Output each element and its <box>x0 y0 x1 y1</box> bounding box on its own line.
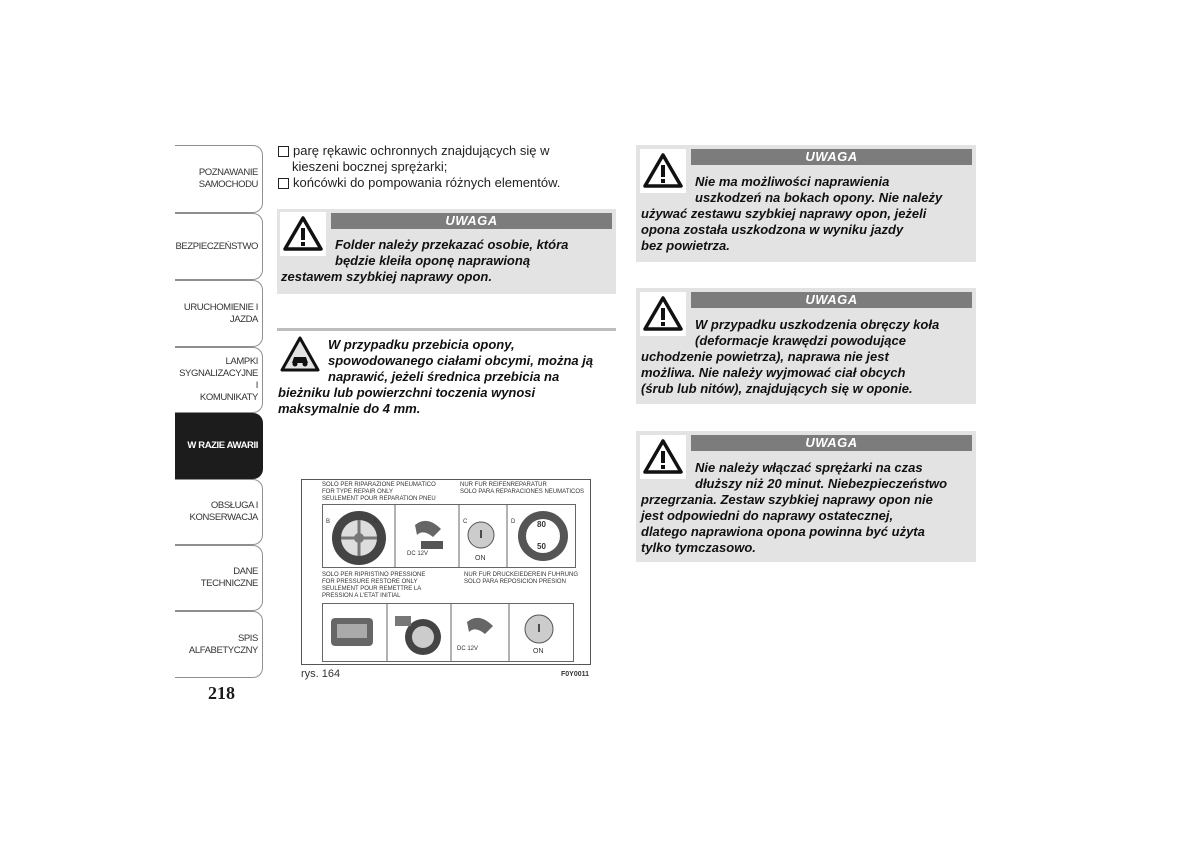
figure-on-label: ON <box>475 555 486 562</box>
figure-panel-top <box>322 504 576 568</box>
tab-label: POZNAWANIE SAMOCHODU <box>198 167 258 190</box>
warning-title: UWAGA <box>331 213 612 229</box>
warning-title: UWAGA <box>691 292 972 308</box>
tab-spis-alfabetyczny[interactable] <box>175 611 263 678</box>
figure-label: NUR FUR REIFENREPARATUR <box>460 482 547 488</box>
figure-label: SEULEMENT POUR REMETTRE LA <box>322 586 422 592</box>
figure-letter-c: C <box>463 519 468 525</box>
warning-box <box>636 288 976 404</box>
list-item-text: końcówki do pompowania różnych elementów. <box>293 175 561 190</box>
warning-box <box>636 145 976 262</box>
tab-label: BEZPIECZEŃSTWO <box>175 240 258 252</box>
tab-bezpieczenstwo[interactable] <box>175 213 263 280</box>
tab-w-razie-awarii[interactable] <box>175 413 263 479</box>
list-item-text: parę rękawic ochronnych znajdujących się w <box>293 143 550 158</box>
tab-uruchomienie-i-jazda[interactable] <box>175 280 263 347</box>
tab-poznawanie-samochodu[interactable] <box>175 145 263 213</box>
figure-caption: rys. 164 <box>301 668 341 680</box>
warning-text: Nie ma możliwości naprawienia uszkodzeń na bokach opony. Nie należy używać zestawu szybkiej naprawy opon, jeżeli opona została uszkodzona w wyniku jazdy bez powietrza. <box>641 174 943 253</box>
page-number: 218 <box>208 683 235 703</box>
checkbox-bullet-icon <box>278 146 289 157</box>
tab-lampki-sygnalizacyjne[interactable] <box>175 347 263 413</box>
figure-label: SOLO PARA REPARACIONES NEUMATICOS <box>460 489 585 495</box>
figure-label: SOLO PARA REPOSICION PRESION <box>464 579 566 585</box>
figure-on-label: ON <box>533 648 544 655</box>
warning-text: Folder należy przekazać osobie, która będzie kleiła oponę naprawioną zestawem szybkiej naprawy opon. <box>281 237 569 284</box>
warning-text: Nie należy włączać sprężarki na czas dłuższy niż 20 minut. Niebezpieczeństwo przegrzania. Zestaw szybkiej naprawy opon nie jest odpowiedni do naprawy ostatecznej, dlatego naprawiona opona powinna być użyta tylko tymczasowo. <box>641 460 948 555</box>
checkbox-bullet-icon <box>278 178 289 189</box>
figure-label: SEULEMENT POUR REPARATION PNEU <box>322 496 436 502</box>
tab-label: OBSŁUGA I KONSERWACJA <box>189 500 258 523</box>
warning-text: W przypadku uszkodzenia obręczy koła (deformacje krawędzi powodujące uchodzenie powietrza), naprawa nie jest możliwa. Nie należy wyjmować ciał obcych (śrub lub nitów), znajdujących się w oponie. <box>641 317 940 396</box>
figure-letter-b: B <box>326 519 331 525</box>
list-item-continuation: kieszeni bocznej sprężarki; <box>292 159 448 174</box>
figure-panel-bottom <box>322 603 574 662</box>
figure-dc-label: DC 12V <box>457 646 479 652</box>
tab-label: DANE TECHNICZNE <box>200 566 258 589</box>
figure-letter-a: A <box>373 519 378 525</box>
list-item <box>278 143 608 159</box>
figure-label: PRESSION A L'ETAT INITIAL <box>322 593 401 599</box>
tyre-repair-kit-figure <box>301 479 591 665</box>
tab-label: W RAZIE AWARII <box>187 440 258 451</box>
warning-title: UWAGA <box>691 149 972 165</box>
tab-obsluga-i-konserwacja[interactable] <box>175 479 263 545</box>
tab-dane-techniczne[interactable] <box>175 545 263 611</box>
speed-limit-top: 80 <box>537 520 546 529</box>
note-text: W przypadku przebicia opony, spowodowanego ciałami obcymi, można ją naprawić, jeżeli średnica przebicia na bieżniku lub powierzchni toczenia wynosi maksymalnie do 4 mm. <box>278 337 594 416</box>
speed-limit-bottom: 50 <box>537 542 546 551</box>
warning-title: UWAGA <box>691 435 972 451</box>
figure-dc-label: DC 12V <box>407 551 429 557</box>
bullet-list <box>278 143 608 191</box>
figure-label: SOLO PER RIPRISTINO PRESSIONE <box>322 572 426 578</box>
tab-label: URUCHOMIENIE I JAZDA <box>183 301 258 325</box>
warning-box <box>636 431 976 562</box>
figure-code: F0Y0011 <box>561 671 590 678</box>
figure-letter-d: D <box>511 519 516 525</box>
figure-label: SOLO PER RIPARAZIONE PNEUMATICO <box>322 482 436 488</box>
note-divider <box>277 328 616 331</box>
figure-label: NUR FUR DRUCKEIEDEREIN FUHRUNG <box>464 572 579 578</box>
tab-label: SPIS ALFABETYCZNY <box>188 632 258 656</box>
warning-box <box>277 209 616 294</box>
figure-label: FOR PRESSURE RESTORE ONLY <box>322 579 418 585</box>
figure-label: FOR TYPE REPAIR ONLY <box>322 489 394 495</box>
list-item <box>278 175 608 191</box>
tab-label: LAMPKI SYGNALIZACYJNE I KOMUNIKATY <box>179 356 258 403</box>
